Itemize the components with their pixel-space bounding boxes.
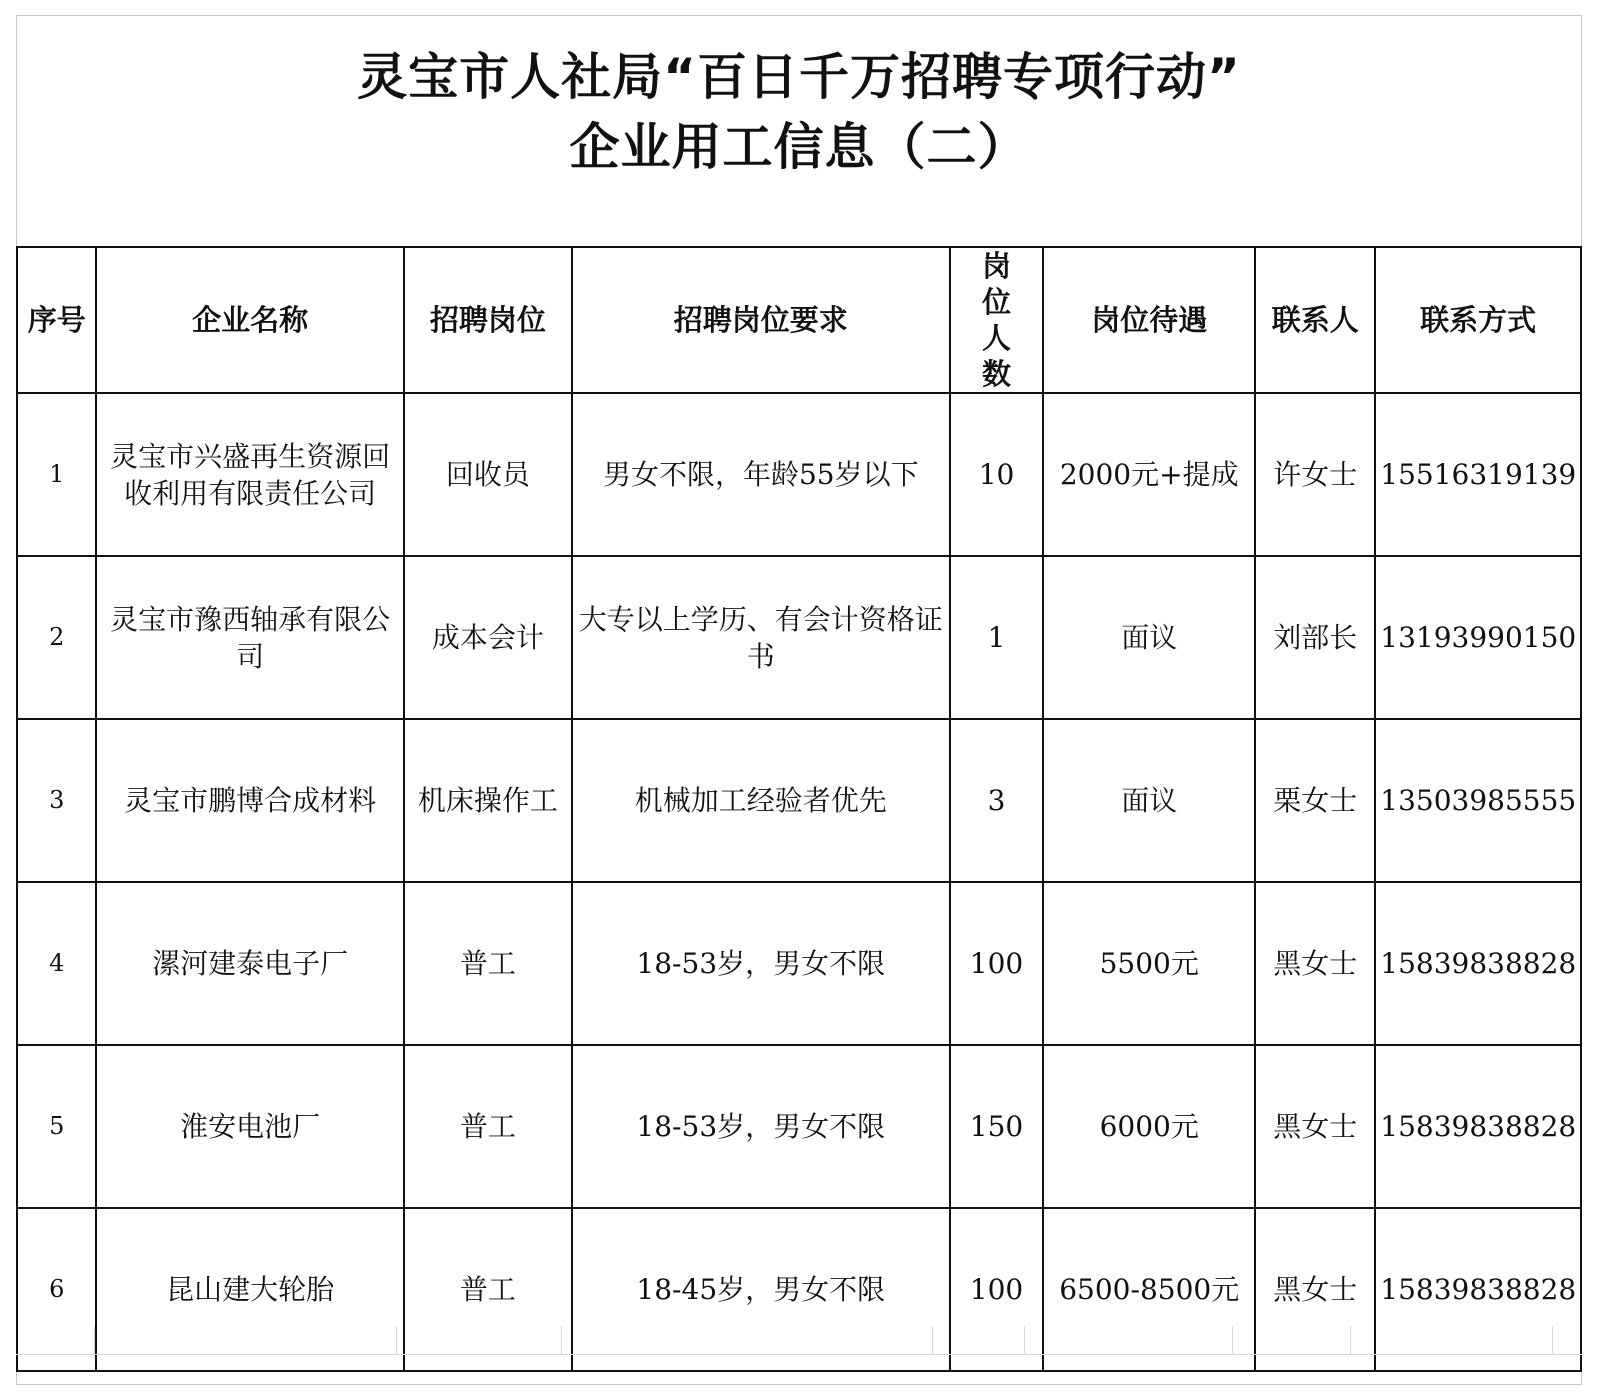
cell-phone: 15839838828 — [1375, 1208, 1581, 1371]
cell-company: 漯河建泰电子厂 — [96, 882, 404, 1045]
cell-pay: 面议 — [1043, 556, 1255, 719]
cell-contact: 黑女士 — [1255, 1208, 1375, 1371]
cell-requirements: 18-45岁，男女不限 — [572, 1208, 950, 1371]
cell-company: 昆山建大轮胎 — [96, 1208, 404, 1371]
table-row — [17, 393, 1581, 556]
cell-seq: 2 — [17, 556, 96, 719]
cell-company: 灵宝市鹏博合成材料 — [96, 719, 404, 882]
gridline — [1024, 1326, 1025, 1354]
header-contact: 联系人 — [1255, 247, 1375, 393]
cell-contact: 栗女士 — [1255, 719, 1375, 882]
header-pay: 岗位待遇 — [1043, 247, 1255, 393]
cell-contact: 许女士 — [1255, 393, 1375, 556]
cell-seq: 4 — [17, 882, 96, 1045]
cell-requirements: 大专以上学历、有会计资格证书 — [572, 556, 950, 719]
cell-seq: 3 — [17, 719, 96, 882]
cell-position: 普工 — [404, 1045, 572, 1208]
header-seq: 序号 — [17, 247, 96, 393]
cell-requirements: 18-53岁，男女不限 — [572, 1045, 950, 1208]
cell-pay: 5500元 — [1043, 882, 1255, 1045]
header-count: 岗位人数 — [950, 247, 1044, 393]
cell-count: 100 — [950, 1208, 1044, 1371]
cell-contact: 黑女士 — [1255, 882, 1375, 1045]
jobs-table — [16, 246, 1582, 1372]
table-row — [17, 719, 1581, 882]
cell-requirements: 18-53岁，男女不限 — [572, 882, 950, 1045]
cell-contact: 刘部长 — [1255, 556, 1375, 719]
cell-count: 10 — [950, 393, 1044, 556]
gridline — [1350, 1326, 1351, 1354]
cell-position: 成本会计 — [404, 556, 572, 719]
cell-company: 灵宝市豫西轴承有限公司 — [96, 556, 404, 719]
cell-count: 150 — [950, 1045, 1044, 1208]
table-row — [17, 882, 1581, 1045]
cell-phone: 13503985555 — [1375, 719, 1581, 882]
cell-pay: 2000元+提成 — [1043, 393, 1255, 556]
cell-position: 普工 — [404, 1208, 572, 1371]
gridline — [396, 1326, 397, 1354]
title-line-1: 灵宝市人社局“百日千万招聘专项行动” — [357, 48, 1241, 106]
gridline — [932, 1326, 933, 1354]
gridline — [1552, 1326, 1553, 1354]
cell-phone: 15839838828 — [1375, 882, 1581, 1045]
cell-requirements: 机械加工经验者优先 — [572, 719, 950, 882]
cell-requirements: 男女不限，年龄55岁以下 — [572, 393, 950, 556]
header-requirements: 招聘岗位要求 — [572, 247, 950, 393]
cell-pay: 面议 — [1043, 719, 1255, 882]
cell-phone: 15516319139 — [1375, 393, 1581, 556]
table-header-row — [17, 247, 1581, 393]
empty-trailing-row — [16, 1326, 1582, 1355]
cell-count: 1 — [950, 556, 1044, 719]
table-row — [17, 556, 1581, 719]
gridline — [561, 1326, 562, 1354]
header-company: 企业名称 — [96, 247, 404, 393]
gridline — [94, 1326, 95, 1354]
cell-phone: 13193990150 — [1375, 556, 1581, 719]
document-title — [0, 42, 1598, 182]
title-line-2: 企业用工信息（二） — [569, 118, 1029, 176]
header-phone: 联系方式 — [1375, 247, 1581, 393]
table-row — [17, 1045, 1581, 1208]
cell-company: 灵宝市兴盛再生资源回收利用有限责任公司 — [96, 393, 404, 556]
cell-position: 普工 — [404, 882, 572, 1045]
cell-count: 3 — [950, 719, 1044, 882]
cell-seq: 1 — [17, 393, 96, 556]
cell-contact: 黑女士 — [1255, 1045, 1375, 1208]
gridline — [1232, 1326, 1233, 1354]
cell-pay: 6500-8500元 — [1043, 1208, 1255, 1371]
cell-seq: 6 — [17, 1208, 96, 1371]
cell-position: 机床操作工 — [404, 719, 572, 882]
cell-pay: 6000元 — [1043, 1045, 1255, 1208]
cell-phone: 15839838828 — [1375, 1045, 1581, 1208]
cell-count: 100 — [950, 882, 1044, 1045]
cell-seq: 5 — [17, 1045, 96, 1208]
cell-company: 淮安电池厂 — [96, 1045, 404, 1208]
header-position: 招聘岗位 — [404, 247, 572, 393]
cell-position: 回收员 — [404, 393, 572, 556]
